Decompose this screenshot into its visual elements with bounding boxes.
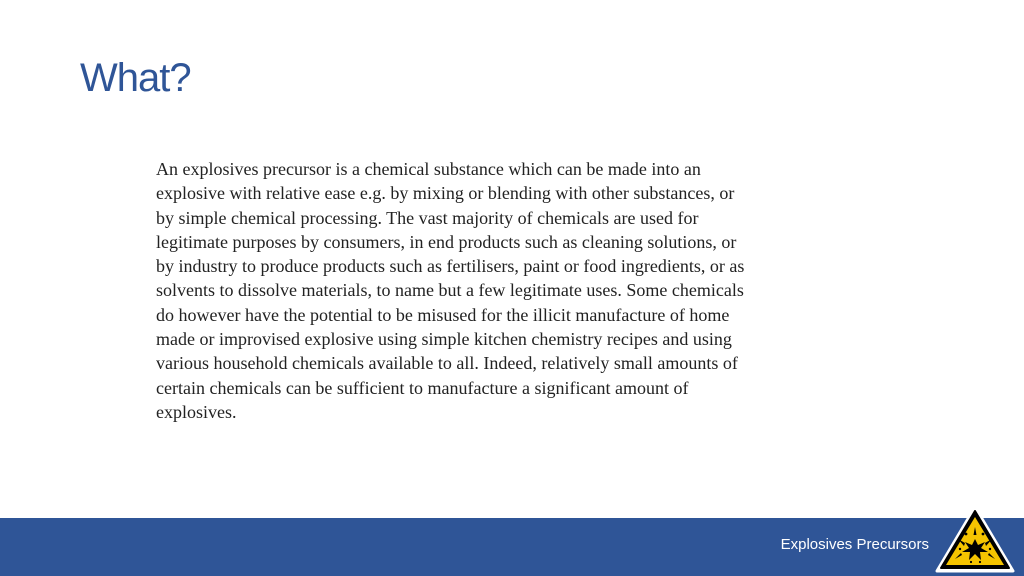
paragraph-line: by simple chemical processing. The vast majority of chemicals are used for — [156, 207, 699, 228]
paragraph-line: do however have the potential to be misused for the illicit manufacture of home — [156, 304, 730, 325]
paragraph-line: solvents to dissolve materials, to name but a few legitimate uses. Some chemicals — [156, 280, 744, 301]
paragraph-line: made or improvised explosive using simple kitchen chemistry recipes and using — [156, 329, 732, 350]
paragraph-line: explosive with relative ease e.g. by mixing or blending with other substances, or — [156, 183, 735, 204]
explosive-hazard-icon — [935, 505, 1015, 573]
footer-bar — [0, 518, 1024, 576]
paragraph-line: legitimate purposes by consumers, in end products such as cleaning solutions, or — [156, 231, 737, 252]
footer-label: Explosives Precursors — [780, 536, 929, 553]
paragraph-line: certain chemicals can be sufficient to manufacture a significant amount of — [156, 377, 689, 398]
paragraph-line: various household chemicals available to all. Indeed, relatively small amounts of — [156, 353, 738, 374]
paragraph-line: explosives. — [156, 401, 237, 422]
paragraph-line: by industry to produce products such as fertilisers, paint or food ingredients, or as — [156, 256, 745, 277]
paragraph-line: An explosives precursor is a chemical substance which can be made into an — [156, 159, 701, 179]
slide-title: What? — [80, 56, 191, 100]
body-paragraph — [156, 157, 856, 424]
